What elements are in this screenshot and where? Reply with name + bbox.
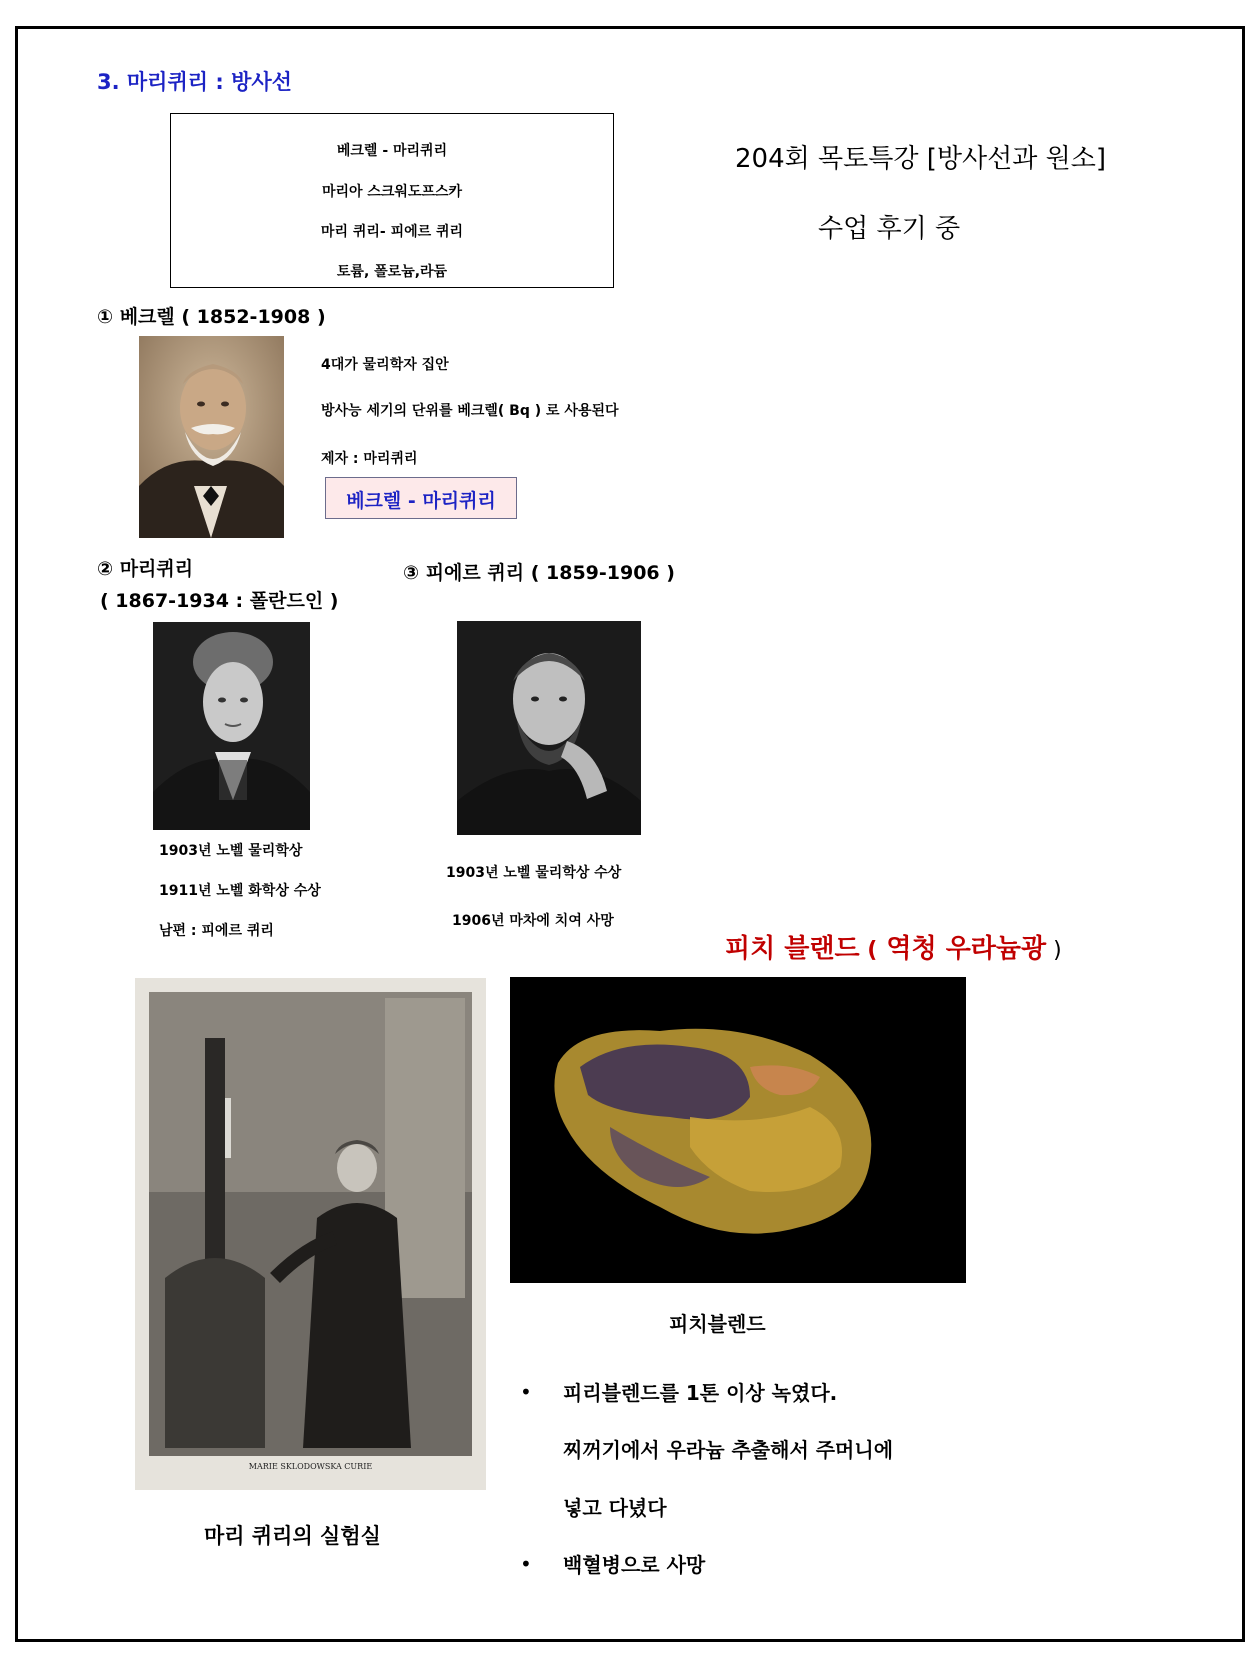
- bullet-text: 백혈병으로 사망: [563, 1553, 706, 1577]
- becquerel-highlight-text: 베크렐 - 마리퀴리: [346, 490, 496, 512]
- marie-note: 1903년 노벨 물리학상: [159, 843, 303, 859]
- marie-note: 남편 : 피에르 퀴리: [159, 923, 274, 939]
- pitchblende-title-main: 피치 블랜드: [725, 934, 860, 964]
- pierre-note: 1903년 노벨 물리학상 수상: [446, 865, 622, 881]
- becquerel-portrait: [139, 336, 284, 538]
- bullet-text: 찌꺼기에서 우라늄 추출해서 주머니에: [563, 1438, 894, 1462]
- pitchblende-caption: 피치블렌드: [669, 1312, 766, 1336]
- pitchblende-title: [725, 928, 1062, 965]
- becquerel-highlight-box: [325, 477, 517, 519]
- summary-box: [170, 113, 614, 288]
- becquerel-note: 방사능 세기의 단위를 베크렐( Bq ) 로 사용된다: [321, 403, 619, 419]
- section-title: 3. 마리퀴리 : 방사선: [97, 70, 292, 94]
- summary-line: 베크렐 - 마리퀴리: [336, 143, 448, 159]
- summary-line: 토륨, 폴로늄,라듐: [336, 264, 448, 280]
- bullet-dot: •: [520, 1552, 532, 1576]
- bullet-text: 피리블렌드를 1톤 이상 녹였다.: [563, 1381, 838, 1405]
- summary-line: 마리 퀴리- 피에르 퀴리: [320, 224, 464, 240]
- marie-note: 1911년 노벨 화학상 수상: [159, 883, 321, 899]
- marie-dates: ( 1867-1934 : 폴란드인 ): [100, 590, 339, 612]
- lecture-subtitle: 수업 후기 중: [818, 214, 961, 244]
- lab-photo-caption: 마리 퀴리의 실험실: [204, 1524, 381, 1548]
- becquerel-heading: ① 베크렐 ( 1852-1908 ): [97, 306, 326, 328]
- lab-photo-plate-caption: MARIE SKLODOWSKA CURIE: [248, 1462, 373, 1471]
- pierre-note: 1906년 마차에 치여 사망: [452, 913, 614, 929]
- lab-photo: [135, 978, 486, 1490]
- bullet-text: 넣고 다녔다: [563, 1496, 667, 1520]
- bullet-dot: •: [520, 1380, 532, 1404]
- pierre-portrait: [457, 621, 641, 835]
- pitchblende-title-open: (: [859, 938, 878, 963]
- summary-line: 마리아 스크워도프스카: [321, 184, 463, 200]
- becquerel-note: 4대가 물리학자 집안: [321, 357, 449, 373]
- pitchblende-title-paren: 역청 우라늄광: [877, 934, 1047, 964]
- marie-portrait: [153, 622, 310, 830]
- becquerel-note: 제자 : 마리퀴리: [321, 451, 418, 467]
- marie-heading: ② 마리퀴리: [97, 558, 194, 580]
- pierre-heading: ③ 피에르 퀴리 ( 1859-1906 ): [403, 562, 675, 584]
- lecture-title: 204회 목토특강 [방사선과 원소]: [735, 144, 1106, 174]
- pitchblende-photo: [510, 977, 966, 1283]
- pitchblende-title-close: ): [1046, 938, 1062, 963]
